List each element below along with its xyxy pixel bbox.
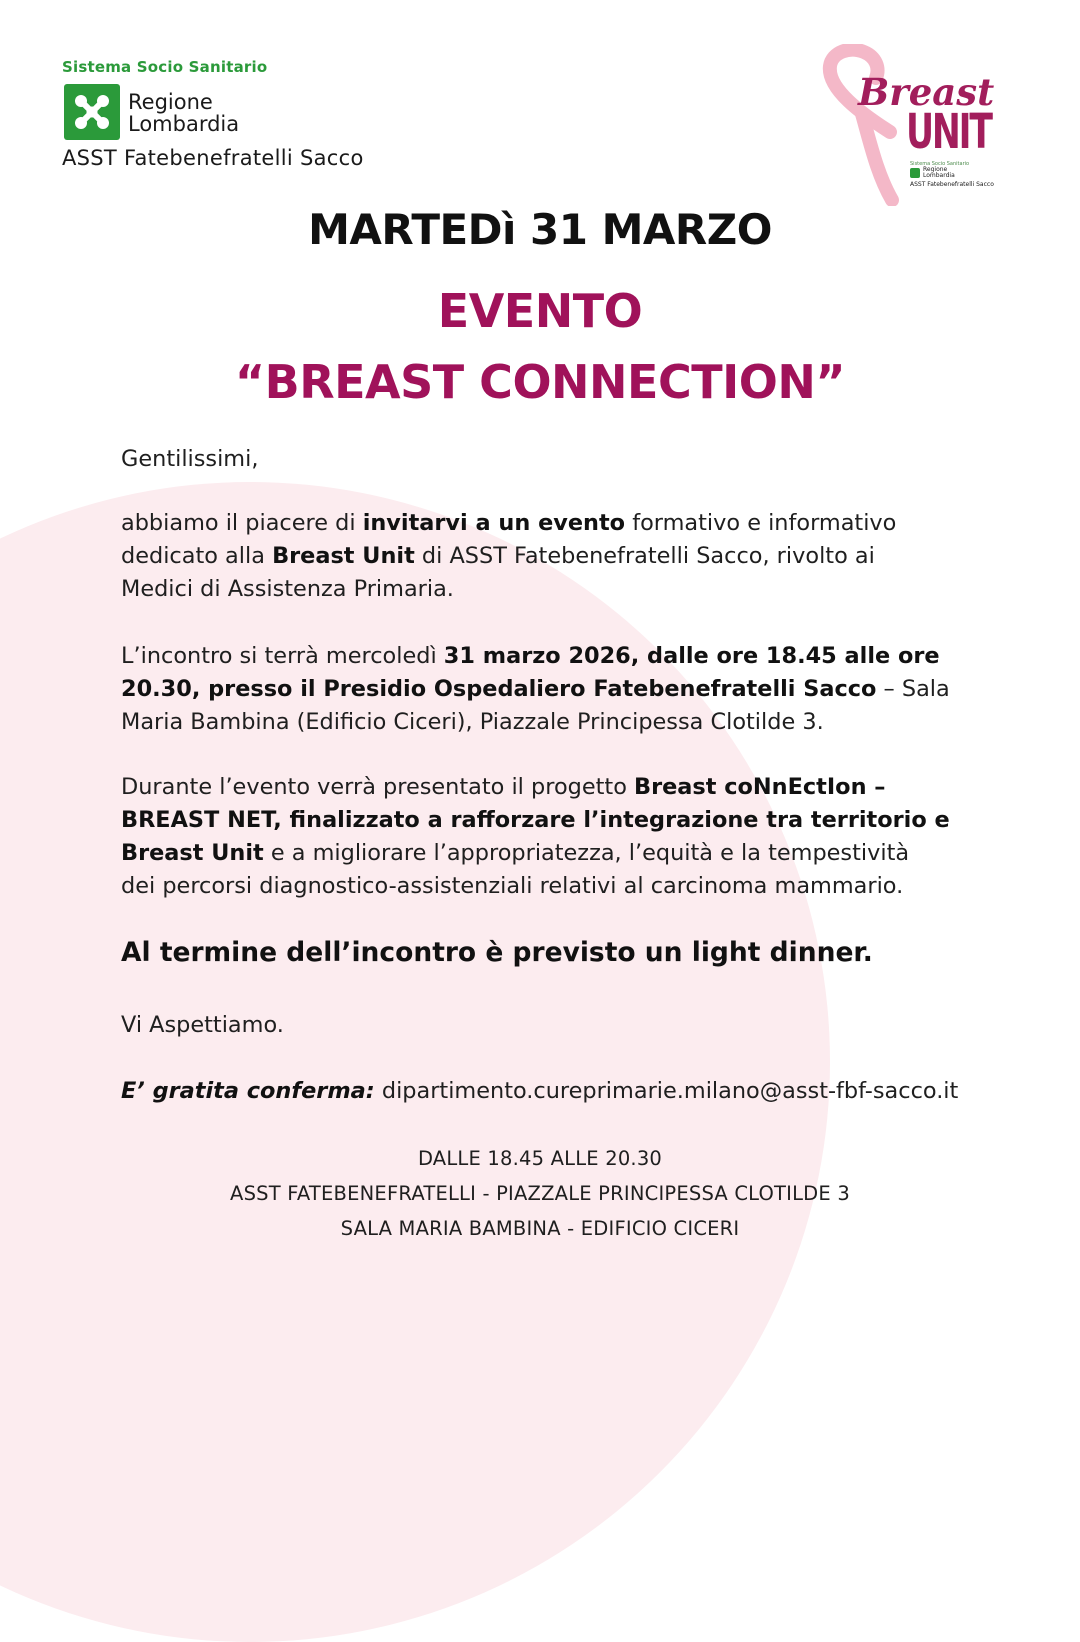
logo-system-text: Sistema Socio Sanitario xyxy=(62,58,268,76)
paragraph-line xyxy=(121,804,981,837)
text-run: abbiamo il piacere di xyxy=(121,510,363,536)
footer-room: SALA MARIA BAMBINA - EDIFICIO CICERI xyxy=(340,1217,740,1240)
paragraph-line xyxy=(121,837,981,870)
bold-run: Breast coNnEctIon – xyxy=(634,774,886,800)
text-run: L’incontro si terrà mercoledì xyxy=(121,643,444,669)
paragraph-line xyxy=(121,540,981,573)
paragraph-line: Maria Bambina (Edificio Ciceri), Piazzale Principessa Clotilde 3. xyxy=(121,709,824,735)
footer-address: ASST FATEBENEFRATELLI - PIAZZALE PRINCIPESSA CLOTILDE 3 xyxy=(230,1182,850,1205)
logo-small-region-line2: Lombardia xyxy=(923,172,955,179)
confirmation-label: E’ gratita conferma: xyxy=(121,1078,375,1104)
paragraph-line: dei percorsi diagnostico-assistenziali relativi al carcinoma mammario. xyxy=(121,873,904,899)
logo-word-breast: Breast xyxy=(858,70,995,114)
closing-text: Vi Aspettiamo. xyxy=(121,1012,284,1038)
logo-region-name xyxy=(128,91,239,135)
confirmation-email-link[interactable]: dipartimento.cureprimarie.milano@asst-fbf-sacco.it xyxy=(374,1078,959,1104)
text-run: Durante l’evento verrà presentato il progetto xyxy=(121,774,635,800)
bold-run: Breast Unit xyxy=(121,840,264,866)
event-date-heading: MARTEDì 31 MARZO xyxy=(308,205,772,254)
text-run: e a migliorare l’appropriatezza, l’equità e la tempestività xyxy=(263,840,910,866)
paragraph-line xyxy=(121,771,981,804)
bold-run: BREAST NET, finalizzato a rafforzare l’integrazione tra territorio e xyxy=(121,807,950,833)
regione-lombardia-logo xyxy=(62,58,422,178)
greeting: Gentilissimi, xyxy=(121,446,259,472)
breast-unit-logo xyxy=(822,44,1002,206)
event-label-heading: EVENTO xyxy=(437,284,643,338)
logo-word-unit: UNIT xyxy=(906,104,991,160)
project-paragraph xyxy=(121,771,981,903)
dinner-note: Al termine dell’incontro è previsto un light dinner. xyxy=(121,937,873,968)
paragraph-line xyxy=(121,673,981,706)
text-run: formativo e informativo xyxy=(625,510,897,536)
invitation-paragraph xyxy=(121,507,981,606)
text-run: di ASST Fatebenefratelli Sacco, rivolto ai xyxy=(414,543,875,569)
logo-small-region-line1: Regione xyxy=(923,166,948,173)
bold-run: 20.30, presso il Presidio Ospedaliero Fatebenefratelli Sacco xyxy=(121,676,877,702)
bold-run: 31 marzo 2026, dalle ore 18.45 alle ore xyxy=(443,643,940,669)
logo-organization: ASST Fatebenefratelli Sacco xyxy=(62,146,364,170)
paragraph-line xyxy=(121,507,981,540)
text-run: – Sala xyxy=(876,676,950,702)
logo-region-line2: Lombardia xyxy=(128,112,240,136)
logo-small-system-text: Sistema Socio Sanitario xyxy=(910,161,970,167)
paragraph-line xyxy=(121,640,981,673)
text-run: dedicato alla xyxy=(121,543,273,569)
logo-small-region xyxy=(923,167,955,179)
small-regione-emblem-icon xyxy=(910,168,920,178)
regione-lombardia-emblem-icon xyxy=(64,84,120,140)
paragraph-line: Medici di Assistenza Primaria. xyxy=(121,576,454,602)
bold-run: Breast Unit xyxy=(272,543,415,569)
confirmation-line xyxy=(121,1075,981,1108)
logo-region-line1: Regione xyxy=(128,90,213,114)
logo-small-organization: ASST Fatebenefratelli Sacco xyxy=(910,181,994,188)
event-title-heading: “BREAST CONNECTION” xyxy=(234,355,846,409)
bold-run: invitarvi a un evento xyxy=(362,510,626,536)
schedule-paragraph xyxy=(121,640,981,739)
footer-time: DALLE 18.45 ALLE 20.30 xyxy=(417,1147,663,1170)
